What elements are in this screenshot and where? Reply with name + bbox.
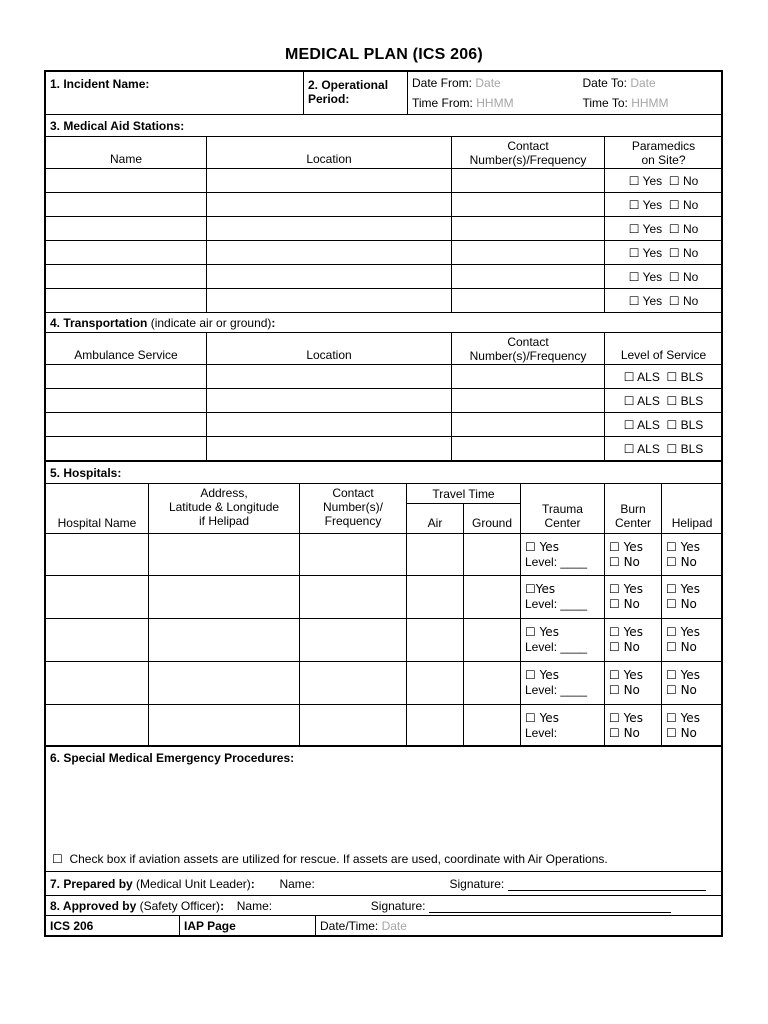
- bls-checkbox[interactable]: ☐: [666, 441, 678, 456]
- col-air: Air: [407, 504, 464, 534]
- time-from-label: Time From:: [412, 96, 473, 110]
- operational-period-label: 2. Operational Period:: [304, 72, 408, 115]
- col-level-of-service: Level of Service: [605, 333, 723, 365]
- paramedics-checkboxes[interactable]: ☐ Yes ☐ No: [605, 241, 723, 265]
- col-helipad: Helipad: [662, 484, 723, 534]
- table-row: [46, 576, 723, 619]
- no-checkbox[interactable]: ☐: [668, 245, 680, 260]
- table-row: [46, 193, 723, 217]
- col-hospital-name: Hospital Name: [46, 484, 149, 534]
- time-from-input[interactable]: HHMM: [476, 96, 514, 110]
- col-contact: Contact Number(s)/Frequency: [452, 333, 605, 365]
- table-row: [46, 534, 723, 576]
- burn-center-cell[interactable]: ☐ Yes ☐ No: [605, 662, 662, 705]
- time-to-label: Time To:: [582, 96, 628, 110]
- col-name: Name: [46, 137, 207, 169]
- date-to-input[interactable]: Date: [630, 76, 656, 90]
- table-row: [46, 619, 723, 662]
- col-location: Location: [207, 137, 452, 169]
- prepared-signature-label: Signature:: [449, 876, 505, 891]
- date-from-input[interactable]: Date: [475, 76, 501, 90]
- from-fields[interactable]: [408, 72, 573, 115]
- helipad-cell[interactable]: ☐ Yes ☐ No: [662, 534, 723, 576]
- paramedics-checkboxes[interactable]: ☐ Yes ☐ No: [605, 169, 723, 193]
- medical-aid-stations-table: [45, 114, 723, 313]
- als-checkbox[interactable]: ☐: [623, 417, 635, 432]
- trauma-center-cell[interactable]: ☐ Yes Level: ____: [521, 534, 605, 576]
- hospitals-table: [45, 461, 723, 747]
- form-id: ICS 206: [46, 916, 180, 937]
- table-row: [46, 413, 723, 437]
- bls-checkbox[interactable]: ☐: [666, 417, 678, 432]
- trauma-center-cell[interactable]: ☐Yes Level: ____: [521, 576, 605, 619]
- level-checkboxes[interactable]: ☐ ALS ☐ BLS: [605, 365, 723, 389]
- helipad-cell[interactable]: ☐ Yes ☐ No: [662, 705, 723, 747]
- burn-center-cell[interactable]: ☐ Yes ☐ No: [605, 534, 662, 576]
- date-time-label: Date/Time:: [320, 919, 379, 933]
- yes-checkbox[interactable]: ☐: [628, 245, 640, 260]
- col-ambulance-service: Ambulance Service: [46, 333, 207, 365]
- date-from-label: Date From:: [412, 76, 473, 90]
- paramedics-checkboxes[interactable]: ☐ Yes ☐ No: [605, 217, 723, 241]
- prepared-signature-input[interactable]: [508, 878, 706, 891]
- paramedics-checkboxes[interactable]: ☐ Yes ☐ No: [605, 289, 723, 313]
- col-contact: Contact Number(s)/ Frequency: [300, 484, 407, 534]
- als-checkbox[interactable]: ☐: [623, 441, 635, 456]
- paramedics-checkboxes[interactable]: ☐ Yes ☐ No: [605, 265, 723, 289]
- approved-name-label: Name:: [236, 898, 273, 913]
- aviation-note: Check box if aviation assets are utilized for rescue. If assets are used, coordinate with Air Operations.: [69, 852, 608, 866]
- table-row: [46, 241, 723, 265]
- table-row: [46, 705, 723, 747]
- approved-signature-label: Signature:: [370, 898, 426, 913]
- header-section: [45, 71, 723, 115]
- trauma-center-cell[interactable]: ☐ Yes Level:: [521, 705, 605, 747]
- yes-checkbox[interactable]: ☐: [628, 221, 640, 236]
- col-trauma-center: Trauma Center: [521, 484, 605, 534]
- table-row: [46, 289, 723, 313]
- yes-checkbox[interactable]: ☐: [628, 173, 640, 188]
- date-to-label: Date To:: [582, 76, 627, 90]
- prepared-by-row: 7. Prepared by (Medical Unit Leader): Name: Signature:: [46, 872, 723, 896]
- burn-center-cell[interactable]: ☐ Yes ☐ No: [605, 619, 662, 662]
- date-time-field[interactable]: [316, 916, 723, 937]
- level-checkboxes[interactable]: ☐ ALS ☐ BLS: [605, 389, 723, 413]
- section-6-heading: 6. Special Medical Emergency Procedures:: [50, 751, 295, 765]
- table-row: [46, 265, 723, 289]
- col-contact: Contact Number(s)/Frequency: [452, 137, 605, 169]
- table-row: [46, 437, 723, 461]
- col-paramedics: Paramedics on Site?: [605, 137, 723, 169]
- incident-name-field[interactable]: [46, 72, 304, 115]
- no-checkbox[interactable]: ☐: [668, 197, 680, 212]
- burn-center-cell[interactable]: ☐ Yes ☐ No: [605, 705, 662, 747]
- to-fields[interactable]: [573, 72, 723, 115]
- bls-checkbox[interactable]: ☐: [666, 393, 678, 408]
- special-procedures-field[interactable]: [46, 746, 723, 872]
- table-row: [46, 365, 723, 389]
- col-address: Address, Latitude & Longitude if Helipad: [149, 484, 300, 534]
- footer-row: [45, 915, 723, 937]
- prepared-name-label: Name:: [279, 876, 315, 891]
- yes-checkbox[interactable]: ☐: [628, 293, 640, 308]
- als-checkbox[interactable]: ☐: [623, 393, 635, 408]
- section-5-heading: 5. Hospitals:: [46, 462, 723, 484]
- form-title: MEDICAL PLAN (ICS 206): [285, 46, 483, 63]
- yes-checkbox[interactable]: ☐: [628, 197, 640, 212]
- section-3-heading: 3. Medical Aid Stations:: [46, 115, 723, 137]
- transportation-table: [45, 312, 723, 461]
- bls-checkbox[interactable]: ☐: [666, 369, 678, 384]
- table-row: [46, 217, 723, 241]
- approved-by-row: 8. Approved by (Safety Officer): Name: Signature:: [46, 896, 723, 916]
- level-checkboxes[interactable]: ☐ ALS ☐ BLS: [605, 413, 723, 437]
- date-time-input[interactable]: Date: [381, 919, 407, 933]
- table-row: [46, 389, 723, 413]
- section-4-heading: 4. Transportation (indicate air or ground):: [46, 313, 723, 333]
- col-burn-center: Burn Center: [605, 484, 662, 534]
- no-checkbox[interactable]: ☐: [668, 221, 680, 236]
- table-row: [46, 662, 723, 705]
- aviation-checkbox[interactable]: ☐: [52, 852, 63, 866]
- iap-page-label[interactable]: IAP Page: [180, 916, 316, 937]
- trauma-center-cell[interactable]: ☐ Yes Level: ____: [521, 662, 605, 705]
- approved-by-section: [45, 895, 723, 916]
- paramedics-checkboxes[interactable]: ☐ Yes ☐ No: [605, 193, 723, 217]
- level-checkboxes[interactable]: ☐ ALS ☐ BLS: [605, 437, 723, 461]
- prepared-by-section: [45, 871, 723, 896]
- time-to-input[interactable]: HHMM: [631, 96, 669, 110]
- burn-center-cell[interactable]: ☐ Yes ☐ No: [605, 576, 662, 619]
- col-location: Location: [207, 333, 452, 365]
- table-row: [46, 169, 723, 193]
- no-checkbox[interactable]: ☐: [668, 173, 680, 188]
- col-ground: Ground: [464, 504, 521, 534]
- als-checkbox[interactable]: ☐: [623, 369, 635, 384]
- yes-checkbox[interactable]: ☐: [628, 269, 640, 284]
- no-checkbox[interactable]: ☐: [668, 293, 680, 308]
- helipad-cell[interactable]: ☐ Yes ☐ No: [662, 576, 723, 619]
- trauma-center-cell[interactable]: ☐ Yes Level: ____: [521, 619, 605, 662]
- no-checkbox[interactable]: ☐: [668, 269, 680, 284]
- approved-signature-input[interactable]: [429, 900, 671, 913]
- special-procedures-section: [45, 745, 723, 872]
- helipad-cell[interactable]: ☐ Yes ☐ No: [662, 619, 723, 662]
- incident-name-label: 1. Incident Name:: [50, 77, 150, 91]
- helipad-cell[interactable]: ☐ Yes ☐ No: [662, 662, 723, 705]
- col-travel-time: Travel Time: [407, 484, 521, 504]
